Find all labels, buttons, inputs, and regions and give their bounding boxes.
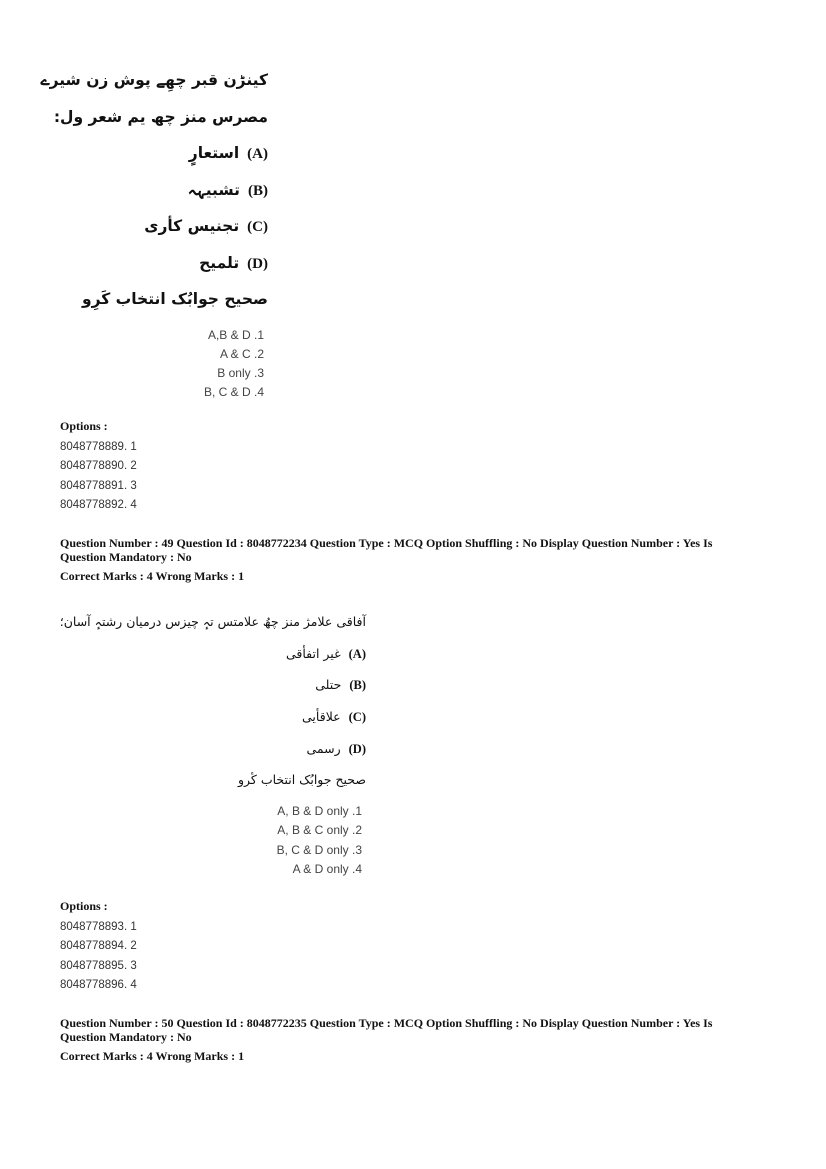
option-text: استعارٍ [188, 144, 240, 162]
question-1-option-b [60, 172, 268, 209]
option-id-row: 8048778894. 2 [60, 940, 137, 953]
question-2-option-a [60, 638, 366, 670]
option-id-row: 8048778891. 3 [60, 479, 137, 492]
question-2-block [60, 606, 366, 879]
options-header: Options : [60, 419, 108, 433]
marks-line: Correct Marks : 4 Wrong Marks : 1 [60, 1049, 245, 1063]
question-49-meta [60, 536, 760, 583]
option-text: رسمی [306, 740, 341, 756]
choice-3: B only .3 [217, 366, 264, 381]
option-text: غیر اتفأقی [285, 645, 341, 661]
marks-line: Correct Marks : 4 Wrong Marks : 1 [60, 569, 245, 583]
question-2-option-d [60, 733, 366, 765]
question-1-option-d [60, 245, 268, 282]
question-2-choices [60, 802, 366, 879]
option-letter: (D) [247, 255, 268, 272]
option-text: حتلی [315, 677, 342, 693]
option-id-row: 8048778892. 4 [60, 498, 137, 511]
option-letter: (D) [348, 741, 366, 756]
option-id-row: 8048778893. 1 [60, 921, 137, 933]
question-50-meta [60, 1016, 760, 1063]
question-1-line-2: مصرس منز چھ یم شعر ول: [53, 107, 268, 126]
choice-4: A & D only .4 [292, 862, 362, 877]
option-letter: (C) [247, 219, 268, 235]
option-id-row: 8048778896. 4 [60, 978, 137, 991]
option-text: تشبیہہ [187, 180, 240, 199]
question-1-line-1: كينڑن قبر چھِے پوش زن شيرے [40, 71, 268, 89]
option-text: تجنیس کأری [144, 217, 240, 235]
question-2-instruction: صحیح جوابُک انتخاب کٔرو [237, 772, 366, 788]
option-text: تلمیح [199, 253, 240, 272]
options-list-1 [60, 418, 137, 515]
choice-2: A, B & C only .2 [277, 823, 362, 838]
question-1-choices [60, 326, 268, 403]
question-2-option-b [60, 669, 366, 701]
option-letter: (A) [247, 146, 268, 162]
question-1-block [40, 62, 268, 403]
question-2-option-c [60, 701, 366, 733]
question-1-option-a [60, 135, 268, 172]
question-1-instruction: صحیح جوابُک انتخاب کَرِو [81, 290, 268, 308]
option-id-row: 8048778889. 1 [60, 441, 137, 453]
question-meta-line: Question Number : 49 Question Id : 8048772234 Question Type : MCQ Option Shuffling : No Display Question Number : Yes Is Question Mandatory : No [60, 536, 713, 564]
choice-4: B, C & D .4 [203, 385, 264, 400]
option-text: علاقأیی [302, 709, 341, 725]
choice-1: A, B & D only .1 [277, 804, 362, 819]
choice-3: B, C & D only .3 [276, 842, 362, 857]
option-id-row: 8048778890. 2 [60, 460, 137, 473]
question-meta-line: Question Number : 50 Question Id : 8048772235 Question Type : MCQ Option Shuffling : No Display Question Number : Yes Is Question Mandatory : No [60, 1016, 713, 1044]
options-header: Options : [60, 899, 108, 913]
option-letter: (C) [348, 710, 366, 725]
choice-2: A & C .2 [219, 346, 264, 361]
option-id-row: 8048778895. 3 [60, 959, 137, 972]
choice-1: A,B & D .1 [207, 327, 264, 342]
option-letter: (B) [247, 182, 268, 199]
question-2-line-1: آفاقی علامژ منز چھُ علامتس تہٕ چیزس درمیان رشتہٕ آسان؛ [59, 614, 366, 629]
options-list-2 [60, 898, 137, 995]
option-letter: (A) [348, 646, 366, 661]
option-letter: (B) [349, 678, 366, 693]
question-1-option-c [60, 208, 268, 245]
